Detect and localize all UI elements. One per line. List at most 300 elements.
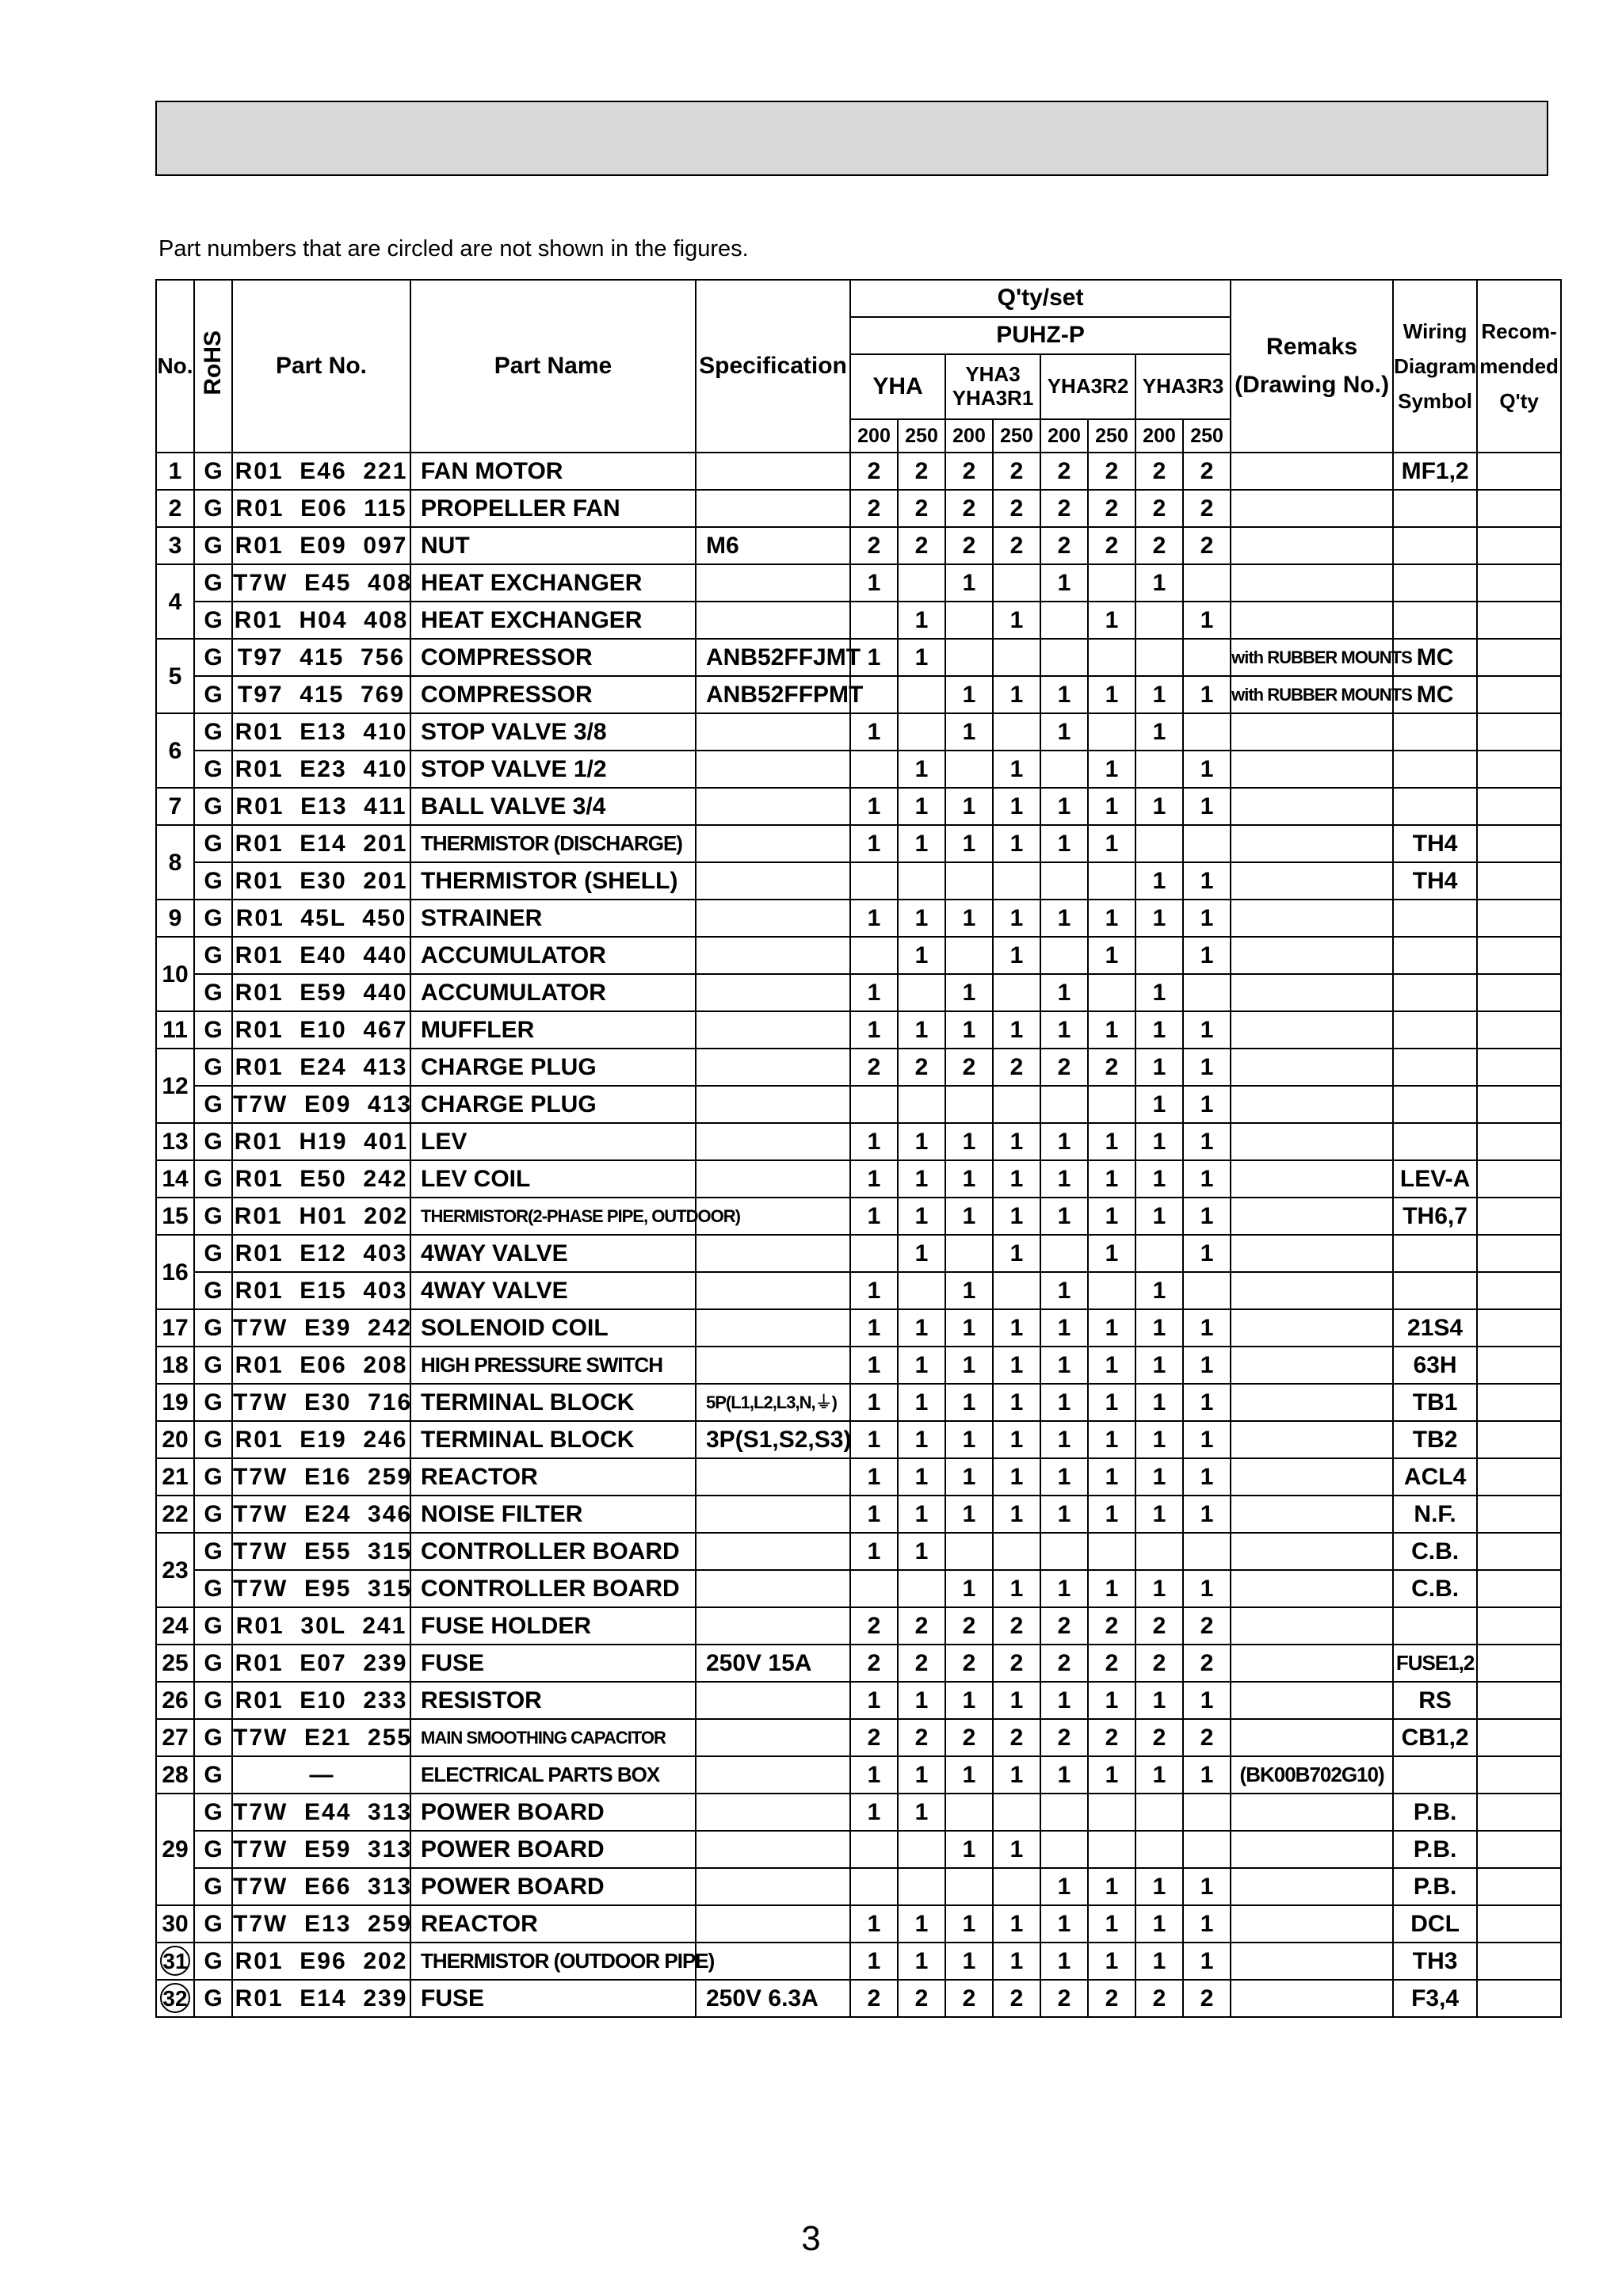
qty-cell: 1 xyxy=(1040,1756,1088,1794)
header-capacity: 200 xyxy=(1135,419,1183,453)
part-name: POWER BOARD xyxy=(410,1794,696,1831)
rohs-mark: G xyxy=(194,937,232,974)
remarks-cell xyxy=(1231,1272,1393,1309)
qty-cell: 2 xyxy=(1088,1049,1135,1086)
qty-cell: 1 xyxy=(993,1831,1040,1868)
recommended-qty xyxy=(1477,751,1561,788)
rohs-mark: G xyxy=(194,1756,232,1794)
remarks-cell xyxy=(1231,1198,1393,1235)
specification xyxy=(696,1086,850,1123)
qty-cell xyxy=(945,602,993,639)
qty-cell xyxy=(1135,937,1183,974)
item-number: 28 xyxy=(156,1756,194,1794)
qty-cell: 1 xyxy=(1088,1347,1135,1384)
qty-cell xyxy=(850,862,898,900)
qty-cell: 1 xyxy=(1088,1421,1135,1458)
wiring-symbol xyxy=(1393,751,1477,788)
wiring-symbol xyxy=(1393,1607,1477,1645)
qty-cell xyxy=(945,751,993,788)
qty-cell: 1 xyxy=(1088,1198,1135,1235)
qty-cell: 2 xyxy=(993,1607,1040,1645)
qty-cell xyxy=(993,1086,1040,1123)
table-row xyxy=(156,1458,1561,1496)
section-title-banner xyxy=(155,101,1548,176)
specification: ANB52FFJMT xyxy=(696,639,850,676)
qty-cell: 2 xyxy=(945,1049,993,1086)
qty-cell: 2 xyxy=(1135,490,1183,527)
qty-cell: 1 xyxy=(1135,1905,1183,1943)
qty-cell: 1 xyxy=(993,676,1040,713)
qty-cell xyxy=(1088,564,1135,602)
qty-cell: 1 xyxy=(945,1160,993,1198)
part-number: R01 E10 467 xyxy=(232,1011,410,1049)
qty-cell: 1 xyxy=(898,1235,945,1272)
qty-cell xyxy=(850,602,898,639)
remarks-cell xyxy=(1231,825,1393,862)
qty-cell: 2 xyxy=(1135,1719,1183,1756)
qty-cell xyxy=(945,1533,993,1570)
recommended-qty xyxy=(1477,564,1561,602)
table-row xyxy=(156,676,1561,713)
table-row xyxy=(156,1533,1561,1570)
wiring-symbol xyxy=(1393,900,1477,937)
qty-cell: 1 xyxy=(1088,1309,1135,1347)
part-name: REACTOR xyxy=(410,1905,696,1943)
qty-cell: 2 xyxy=(1040,1049,1088,1086)
part-number: — xyxy=(232,1756,410,1794)
part-name: NOISE FILTER xyxy=(410,1496,696,1533)
part-name: THERMISTOR(2-PHASE PIPE, OUTDOOR) xyxy=(410,1198,696,1235)
qty-cell: 1 xyxy=(850,1756,898,1794)
wiring-symbol: C.B. xyxy=(1393,1533,1477,1570)
qty-cell: 1 xyxy=(1183,1347,1231,1384)
qty-cell: 1 xyxy=(1040,1384,1088,1421)
table-row xyxy=(156,1421,1561,1458)
remarks-cell xyxy=(1231,1160,1393,1198)
qty-cell xyxy=(1135,1235,1183,1272)
specification xyxy=(696,1347,850,1384)
table-row xyxy=(156,1868,1561,1905)
wiring-symbol: LEV-A xyxy=(1393,1160,1477,1198)
qty-cell: 2 xyxy=(1183,1980,1231,2017)
qty-cell: 1 xyxy=(993,1570,1040,1607)
item-number: 5 xyxy=(156,639,194,713)
qty-cell xyxy=(993,1868,1040,1905)
qty-cell: 1 xyxy=(1040,1682,1088,1719)
qty-cell xyxy=(993,1533,1040,1570)
table-row xyxy=(156,1309,1561,1347)
qty-cell: 2 xyxy=(1183,527,1231,564)
recommended-qty xyxy=(1477,1943,1561,1980)
part-name: POWER BOARD xyxy=(410,1868,696,1905)
qty-cell: 1 xyxy=(1088,900,1135,937)
recommended-qty xyxy=(1477,900,1561,937)
qty-cell: 2 xyxy=(1088,1607,1135,1645)
qty-cell: 1 xyxy=(993,788,1040,825)
header-model: YHA3R2 xyxy=(1040,354,1135,419)
qty-cell xyxy=(1040,1086,1088,1123)
qty-cell: 1 xyxy=(898,1794,945,1831)
recommended-qty xyxy=(1477,1570,1561,1607)
specification xyxy=(696,1235,850,1272)
part-name: FUSE xyxy=(410,1645,696,1682)
part-number: T7W E13 259 xyxy=(232,1905,410,1943)
qty-cell: 1 xyxy=(850,788,898,825)
part-name: MAIN SMOOTHING CAPACITOR xyxy=(410,1719,696,1756)
qty-cell: 1 xyxy=(993,825,1040,862)
qty-cell xyxy=(1088,1086,1135,1123)
specification xyxy=(696,453,850,490)
qty-cell: 1 xyxy=(1135,1049,1183,1086)
part-name: THERMISTOR (DISCHARGE) xyxy=(410,825,696,862)
wiring-symbol: MF1,2 xyxy=(1393,453,1477,490)
qty-cell: 1 xyxy=(1040,974,1088,1011)
remarks-cell xyxy=(1231,453,1393,490)
qty-cell: 1 xyxy=(993,1905,1040,1943)
rohs-mark: G xyxy=(194,1011,232,1049)
qty-cell: 1 xyxy=(993,1682,1040,1719)
qty-cell xyxy=(850,1086,898,1123)
qty-cell: 2 xyxy=(898,1607,945,1645)
item-number: 29 xyxy=(156,1794,194,1905)
rohs-mark: G xyxy=(194,1794,232,1831)
qty-cell: 2 xyxy=(1088,490,1135,527)
header-specification: Specification xyxy=(696,280,850,453)
part-number: T7W E16 259 xyxy=(232,1458,410,1496)
item-number: 23 xyxy=(156,1533,194,1607)
wiring-symbol: ACL4 xyxy=(1393,1458,1477,1496)
item-number: 7 xyxy=(156,788,194,825)
part-name: CHARGE PLUG xyxy=(410,1086,696,1123)
table-row xyxy=(156,1719,1561,1756)
recommended-qty xyxy=(1477,490,1561,527)
recommended-qty xyxy=(1477,1235,1561,1272)
qty-cell: 2 xyxy=(850,1049,898,1086)
qty-cell: 1 xyxy=(1040,1868,1088,1905)
remarks-cell xyxy=(1231,1645,1393,1682)
rohs-mark: G xyxy=(194,564,232,602)
qty-cell: 1 xyxy=(1040,900,1088,937)
qty-cell: 2 xyxy=(850,453,898,490)
item-number: 14 xyxy=(156,1160,194,1198)
qty-cell: 1 xyxy=(1040,1160,1088,1198)
qty-cell xyxy=(898,1086,945,1123)
table-row xyxy=(156,1645,1561,1682)
specification xyxy=(696,788,850,825)
header-series: PUHZ-P xyxy=(850,317,1231,354)
qty-cell: 1 xyxy=(898,788,945,825)
qty-cell: 1 xyxy=(1088,1682,1135,1719)
part-number: R01 E14 201 xyxy=(232,825,410,862)
recommended-qty xyxy=(1477,1831,1561,1868)
qty-cell: 1 xyxy=(850,1347,898,1384)
qty-cell: 2 xyxy=(993,527,1040,564)
part-number: R01 E23 410 xyxy=(232,751,410,788)
qty-cell: 1 xyxy=(850,1384,898,1421)
remarks-cell xyxy=(1231,527,1393,564)
qty-cell xyxy=(1040,1794,1088,1831)
qty-cell: 1 xyxy=(945,1272,993,1309)
specification xyxy=(696,1123,850,1160)
table-row xyxy=(156,1570,1561,1607)
part-number: R01 E07 239 xyxy=(232,1645,410,1682)
header-model: YHA3 YHA3R1 xyxy=(945,354,1040,419)
part-name: CONTROLLER BOARD xyxy=(410,1570,696,1607)
wiring-symbol xyxy=(1393,1123,1477,1160)
wiring-symbol xyxy=(1393,1756,1477,1794)
table-row xyxy=(156,1980,1561,2017)
part-name: STOP VALVE 1/2 xyxy=(410,751,696,788)
qty-cell: 2 xyxy=(1040,1607,1088,1645)
qty-cell: 1 xyxy=(1040,1272,1088,1309)
qty-cell: 1 xyxy=(1088,602,1135,639)
wiring-symbol: C.B. xyxy=(1393,1570,1477,1607)
specification: 3P(S1,S2,S3) xyxy=(696,1421,850,1458)
qty-cell: 2 xyxy=(1040,527,1088,564)
header-model: YHA3R3 xyxy=(1135,354,1231,419)
qty-cell xyxy=(945,1086,993,1123)
item-number: 27 xyxy=(156,1719,194,1756)
part-number: T7W E21 255 xyxy=(232,1719,410,1756)
qty-cell: 1 xyxy=(1183,1049,1231,1086)
qty-cell xyxy=(1183,713,1231,751)
qty-cell: 1 xyxy=(1088,1235,1135,1272)
recommended-qty xyxy=(1477,788,1561,825)
qty-cell: 2 xyxy=(993,1645,1040,1682)
item-number: 25 xyxy=(156,1645,194,1682)
qty-cell: 1 xyxy=(1183,1086,1231,1123)
part-name: MUFFLER xyxy=(410,1011,696,1049)
qty-cell: 1 xyxy=(898,1347,945,1384)
qty-cell xyxy=(993,564,1040,602)
table-row xyxy=(156,713,1561,751)
specification: 250V 15A xyxy=(696,1645,850,1682)
wiring-symbol: FUSE1,2 xyxy=(1393,1645,1477,1682)
qty-cell: 1 xyxy=(898,639,945,676)
wiring-symbol: RS xyxy=(1393,1682,1477,1719)
qty-cell: 1 xyxy=(945,974,993,1011)
qty-cell: 1 xyxy=(993,937,1040,974)
wiring-symbol xyxy=(1393,490,1477,527)
part-name: CONTROLLER BOARD xyxy=(410,1533,696,1570)
part-number: R01 E13 411 xyxy=(232,788,410,825)
qty-cell: 1 xyxy=(993,1496,1040,1533)
part-number: R01 E12 403 xyxy=(232,1235,410,1272)
part-number: R01 E30 201 xyxy=(232,862,410,900)
qty-cell: 1 xyxy=(898,1384,945,1421)
part-number: R01 E59 440 xyxy=(232,974,410,1011)
rohs-mark: G xyxy=(194,602,232,639)
part-number: T7W E59 313 xyxy=(232,1831,410,1868)
table-row xyxy=(156,900,1561,937)
qty-cell: 1 xyxy=(898,1943,945,1980)
qty-cell: 1 xyxy=(1135,1011,1183,1049)
qty-cell: 2 xyxy=(993,1719,1040,1756)
qty-cell: 2 xyxy=(993,1980,1040,2017)
qty-cell: 1 xyxy=(993,1309,1040,1347)
recommended-qty xyxy=(1477,1682,1561,1719)
qty-cell: 1 xyxy=(898,751,945,788)
remarks-cell xyxy=(1231,1794,1393,1831)
recommended-qty xyxy=(1477,1980,1561,2017)
qty-cell xyxy=(945,1794,993,1831)
rohs-mark: G xyxy=(194,825,232,862)
qty-cell: 2 xyxy=(850,1719,898,1756)
qty-cell: 1 xyxy=(850,1160,898,1198)
qty-cell: 1 xyxy=(1040,1309,1088,1347)
qty-cell: 1 xyxy=(1183,1309,1231,1347)
rohs-mark: G xyxy=(194,453,232,490)
part-number: R01 E19 246 xyxy=(232,1421,410,1458)
part-number: T7W E45 408 xyxy=(232,564,410,602)
qty-cell: 2 xyxy=(1040,1980,1088,2017)
part-number: R01 E96 202 xyxy=(232,1943,410,1980)
part-number: R01 E15 403 xyxy=(232,1272,410,1309)
qty-cell: 2 xyxy=(898,453,945,490)
qty-cell xyxy=(1088,1794,1135,1831)
qty-cell xyxy=(1088,862,1135,900)
qty-cell: 2 xyxy=(945,527,993,564)
qty-cell: 1 xyxy=(898,1309,945,1347)
remarks-cell xyxy=(1231,1533,1393,1570)
qty-cell: 1 xyxy=(1040,1570,1088,1607)
table-row xyxy=(156,490,1561,527)
qty-cell: 1 xyxy=(850,1943,898,1980)
part-name: TERMINAL BLOCK xyxy=(410,1421,696,1458)
qty-cell: 1 xyxy=(850,1011,898,1049)
specification xyxy=(696,1868,850,1905)
part-number: T7W E95 315 xyxy=(232,1570,410,1607)
wiring-symbol xyxy=(1393,713,1477,751)
item-number: 13 xyxy=(156,1123,194,1160)
qty-cell: 2 xyxy=(993,490,1040,527)
qty-cell: 2 xyxy=(850,490,898,527)
part-number: T7W E09 413 xyxy=(232,1086,410,1123)
recommended-qty xyxy=(1477,1049,1561,1086)
qty-cell: 2 xyxy=(850,1980,898,2017)
qty-cell: 1 xyxy=(1135,564,1183,602)
qty-cell: 2 xyxy=(1135,527,1183,564)
table-row xyxy=(156,527,1561,564)
table-row xyxy=(156,1049,1561,1086)
recommended-qty xyxy=(1477,1347,1561,1384)
table-row xyxy=(156,1831,1561,1868)
part-number: R01 E10 233 xyxy=(232,1682,410,1719)
recommended-qty xyxy=(1477,1905,1561,1943)
qty-cell: 1 xyxy=(850,1198,898,1235)
wiring-symbol: MC xyxy=(1393,676,1477,713)
qty-cell: 1 xyxy=(945,1682,993,1719)
table-row xyxy=(156,1905,1561,1943)
qty-cell: 1 xyxy=(1040,713,1088,751)
wiring-symbol: TH4 xyxy=(1393,862,1477,900)
rohs-mark: G xyxy=(194,1682,232,1719)
qty-cell: 1 xyxy=(1183,1682,1231,1719)
specification xyxy=(696,713,850,751)
part-name: COMPRESSOR xyxy=(410,676,696,713)
item-number: 31 xyxy=(156,1943,194,1980)
item-number: 4 xyxy=(156,564,194,639)
wiring-symbol: DCL xyxy=(1393,1905,1477,1943)
remarks-cell xyxy=(1231,713,1393,751)
qty-cell xyxy=(1183,974,1231,1011)
item-number: 18 xyxy=(156,1347,194,1384)
qty-cell xyxy=(898,676,945,713)
qty-cell: 1 xyxy=(1040,1421,1088,1458)
wiring-symbol: TB1 xyxy=(1393,1384,1477,1421)
remarks-cell xyxy=(1231,1905,1393,1943)
specification xyxy=(696,974,850,1011)
part-number: R01 E50 242 xyxy=(232,1160,410,1198)
remarks-cell xyxy=(1231,1086,1393,1123)
rohs-mark: G xyxy=(194,1607,232,1645)
recommended-qty xyxy=(1477,1309,1561,1347)
qty-cell: 1 xyxy=(945,1309,993,1347)
specification: 5P(L1,L2,L3,N,⏚) xyxy=(696,1384,850,1421)
part-number: T7W E44 313 xyxy=(232,1794,410,1831)
qty-cell: 1 xyxy=(850,564,898,602)
part-name: THERMISTOR (OUTDOOR PIPE) xyxy=(410,1943,696,1980)
qty-cell: 1 xyxy=(993,1458,1040,1496)
qty-cell: 1 xyxy=(1088,1756,1135,1794)
wiring-symbol: TH6,7 xyxy=(1393,1198,1477,1235)
qty-cell xyxy=(1088,974,1135,1011)
table-row xyxy=(156,1607,1561,1645)
table-row xyxy=(156,1160,1561,1198)
qty-cell: 1 xyxy=(898,1198,945,1235)
qty-cell: 1 xyxy=(1135,1458,1183,1496)
item-number: 2 xyxy=(156,490,194,527)
qty-cell: 2 xyxy=(1040,453,1088,490)
wiring-symbol xyxy=(1393,564,1477,602)
part-number: T97 415 756 xyxy=(232,639,410,676)
qty-cell: 1 xyxy=(1040,1496,1088,1533)
circled-note: Part numbers that are circled are not shown in the figures. xyxy=(158,236,749,262)
table-row xyxy=(156,1682,1561,1719)
qty-cell: 1 xyxy=(945,1905,993,1943)
remarks-cell xyxy=(1231,1235,1393,1272)
table-row xyxy=(156,1198,1561,1235)
qty-cell: 1 xyxy=(945,825,993,862)
qty-cell: 1 xyxy=(993,1943,1040,1980)
wiring-symbol: TH3 xyxy=(1393,1943,1477,1980)
wiring-symbol xyxy=(1393,1086,1477,1123)
table-row xyxy=(156,1384,1561,1421)
qty-cell: 1 xyxy=(1135,1868,1183,1905)
specification xyxy=(696,602,850,639)
wiring-symbol xyxy=(1393,1049,1477,1086)
part-name: NUT xyxy=(410,527,696,564)
part-name: FAN MOTOR xyxy=(410,453,696,490)
header-capacity: 250 xyxy=(993,419,1040,453)
qty-cell: 1 xyxy=(945,1421,993,1458)
qty-cell: 1 xyxy=(1040,1198,1088,1235)
item-number: 26 xyxy=(156,1682,194,1719)
qty-cell: 1 xyxy=(898,1905,945,1943)
qty-cell: 1 xyxy=(1040,788,1088,825)
qty-cell: 1 xyxy=(1040,1347,1088,1384)
recommended-qty xyxy=(1477,1384,1561,1421)
page-number: 3 xyxy=(801,2219,821,2258)
qty-cell: 2 xyxy=(1040,1645,1088,1682)
header-wiring: Wiring Diagram Symbol xyxy=(1393,280,1477,453)
item-number: 20 xyxy=(156,1421,194,1458)
part-name: ACCUMULATOR xyxy=(410,937,696,974)
part-number: R01 E46 221 xyxy=(232,453,410,490)
header-capacity: 250 xyxy=(898,419,945,453)
qty-cell: 1 xyxy=(850,974,898,1011)
qty-cell: 1 xyxy=(1040,825,1088,862)
